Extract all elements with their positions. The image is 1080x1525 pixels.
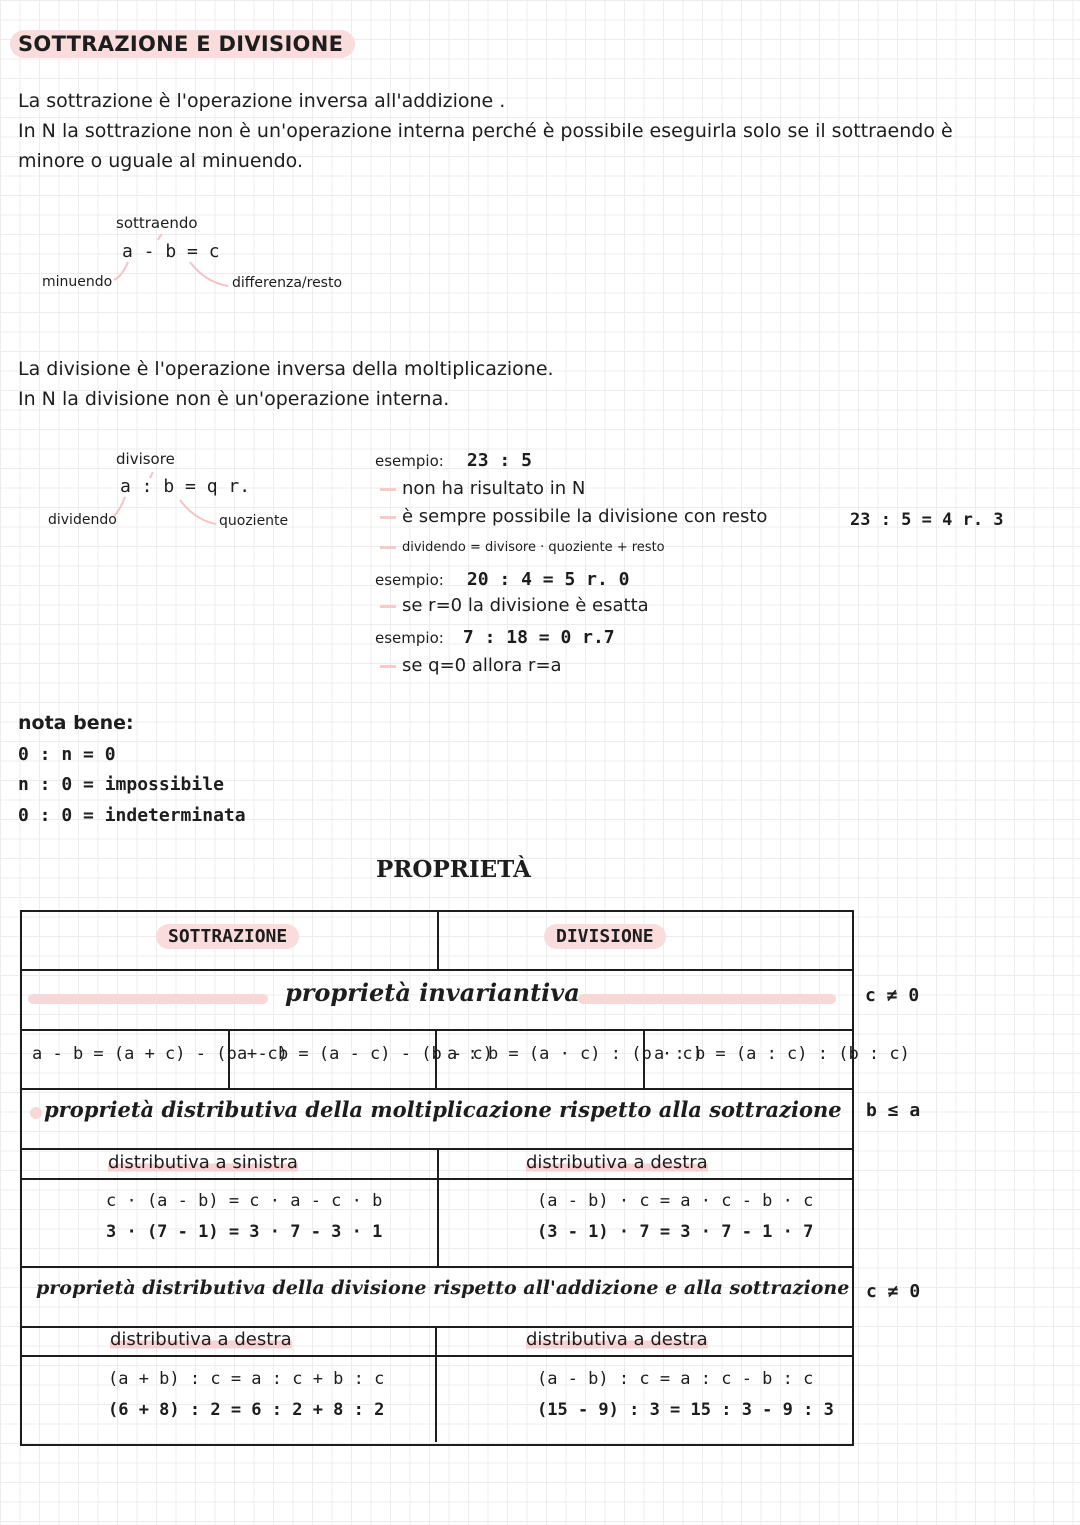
- division-internal-note: In N la divisione non è un'operazione interna.: [18, 388, 450, 410]
- invariant-condition: c ≠ 0: [865, 985, 920, 1006]
- side-result: 23 : 5 = 4 r. 3: [850, 510, 1004, 530]
- invariant-formula: a - b = (a - c) - (b - c): [237, 1044, 493, 1064]
- distributive-formula: (a - b) : c = a : c - b : c: [537, 1369, 814, 1389]
- subtraction-definition: La sottrazione è l'operazione inversa all'addizione .: [18, 90, 506, 112]
- distributive-formula: (a - b) · c = a · c - b · c: [537, 1191, 814, 1211]
- distributive-div-condition: c ≠ 0: [866, 1281, 921, 1302]
- nota-bene-heading: nota bene:: [18, 712, 134, 734]
- invariant-property-title: proprietà invariantiva: [285, 978, 580, 1007]
- distributive-mult-title: proprietà distributiva della moltiplicazione rispetto alla sottrazione: [44, 1097, 842, 1122]
- nota-bene-item: 0 : 0 = indeterminata: [18, 805, 246, 826]
- nota-bene-item: n : 0 = impossibile: [18, 774, 224, 795]
- column-header-sottrazione: SOTTRAZIONE: [156, 924, 299, 949]
- left-distributive-header: distributiva a destra: [110, 1329, 292, 1350]
- invariant-formula: a : b = (a : c) : (b : c): [654, 1044, 910, 1064]
- distributive-example: (15 - 9) : 3 = 15 : 3 - 9 : 3: [537, 1400, 834, 1420]
- distributive-example: (3 - 1) · 7 = 3 · 7 - 1 · 7: [537, 1222, 814, 1242]
- divisore-label: divisore: [116, 450, 175, 468]
- example-note: dividendo = divisore · quoziente + resto: [380, 540, 665, 555]
- subtraction-condition: minore o uguale al minuendo.: [18, 150, 303, 172]
- example-3: esempio: 7 : 18 = 0 r.7: [375, 627, 615, 648]
- example-note: è sempre possibile la divisione con resto: [380, 506, 767, 527]
- invariant-formula: a : b = (a · c) : (b · c): [447, 1044, 703, 1064]
- distributive-formula: (a + b) : c = a : c + b : c: [108, 1369, 385, 1389]
- example-note: non ha risultato in N: [380, 478, 585, 499]
- properties-heading: PROPRIETÀ: [376, 856, 531, 883]
- nota-bene-item: 0 : n = 0: [18, 744, 116, 765]
- column-header-divisione: DIVISIONE: [544, 924, 666, 949]
- highlight-stroke: [28, 994, 268, 1004]
- example-1: [375, 450, 532, 471]
- right-distributive-header: distributiva a destra: [526, 1152, 708, 1173]
- distributive-example: (6 + 8) : 2 = 6 : 2 + 8 : 2: [108, 1400, 385, 1420]
- example-note: se q=0 allora r=a: [380, 655, 562, 676]
- subtraction-internal-note: In N la sottrazione non è un'operazione interna perché è possibile eseguirla solo se il sottraendo è: [18, 120, 953, 142]
- example-2: esempio: 20 : 4 = 5 r. 0: [375, 569, 630, 590]
- example-expr: 23 : 5: [466, 450, 532, 471]
- right-distributive-header: distributiva a destra: [526, 1329, 708, 1350]
- quoziente-label: quoziente: [219, 513, 289, 529]
- minuendo-label: minuendo: [42, 274, 113, 290]
- highlight-dot: [30, 1107, 42, 1119]
- invariant-formula: a - b = (a + c) - (b + c): [32, 1044, 288, 1064]
- example-note: se r=0 la divisione è esatta: [380, 595, 649, 616]
- distributive-div-title: proprietà distributiva della divisione rispetto all'addizione e alla sottrazione: [36, 1277, 850, 1299]
- division-formula: a : b = q r.: [120, 476, 251, 497]
- page-title: SOTTRAZIONE E DIVISIONE: [10, 30, 355, 58]
- distributive-example: 3 · (7 - 1) = 3 · 7 - 3 · 1: [106, 1222, 383, 1242]
- distributive-formula: c · (a - b) = c · a - c · b: [106, 1191, 383, 1211]
- dividendo-label: dividendo: [48, 512, 117, 528]
- distributive-mult-condition: b ≤ a: [866, 1100, 921, 1121]
- division-definition: La divisione è l'operazione inversa della moltiplicazione.: [18, 358, 554, 380]
- differenza-label: differenza/resto: [232, 275, 343, 291]
- subtraction-formula: a - b = c: [122, 241, 220, 262]
- sottraendo-label: sottraendo: [116, 214, 198, 232]
- highlight-stroke: [578, 994, 836, 1004]
- left-distributive-header: distributiva a sinistra: [108, 1152, 298, 1173]
- example-label: esempio:: [375, 452, 444, 470]
